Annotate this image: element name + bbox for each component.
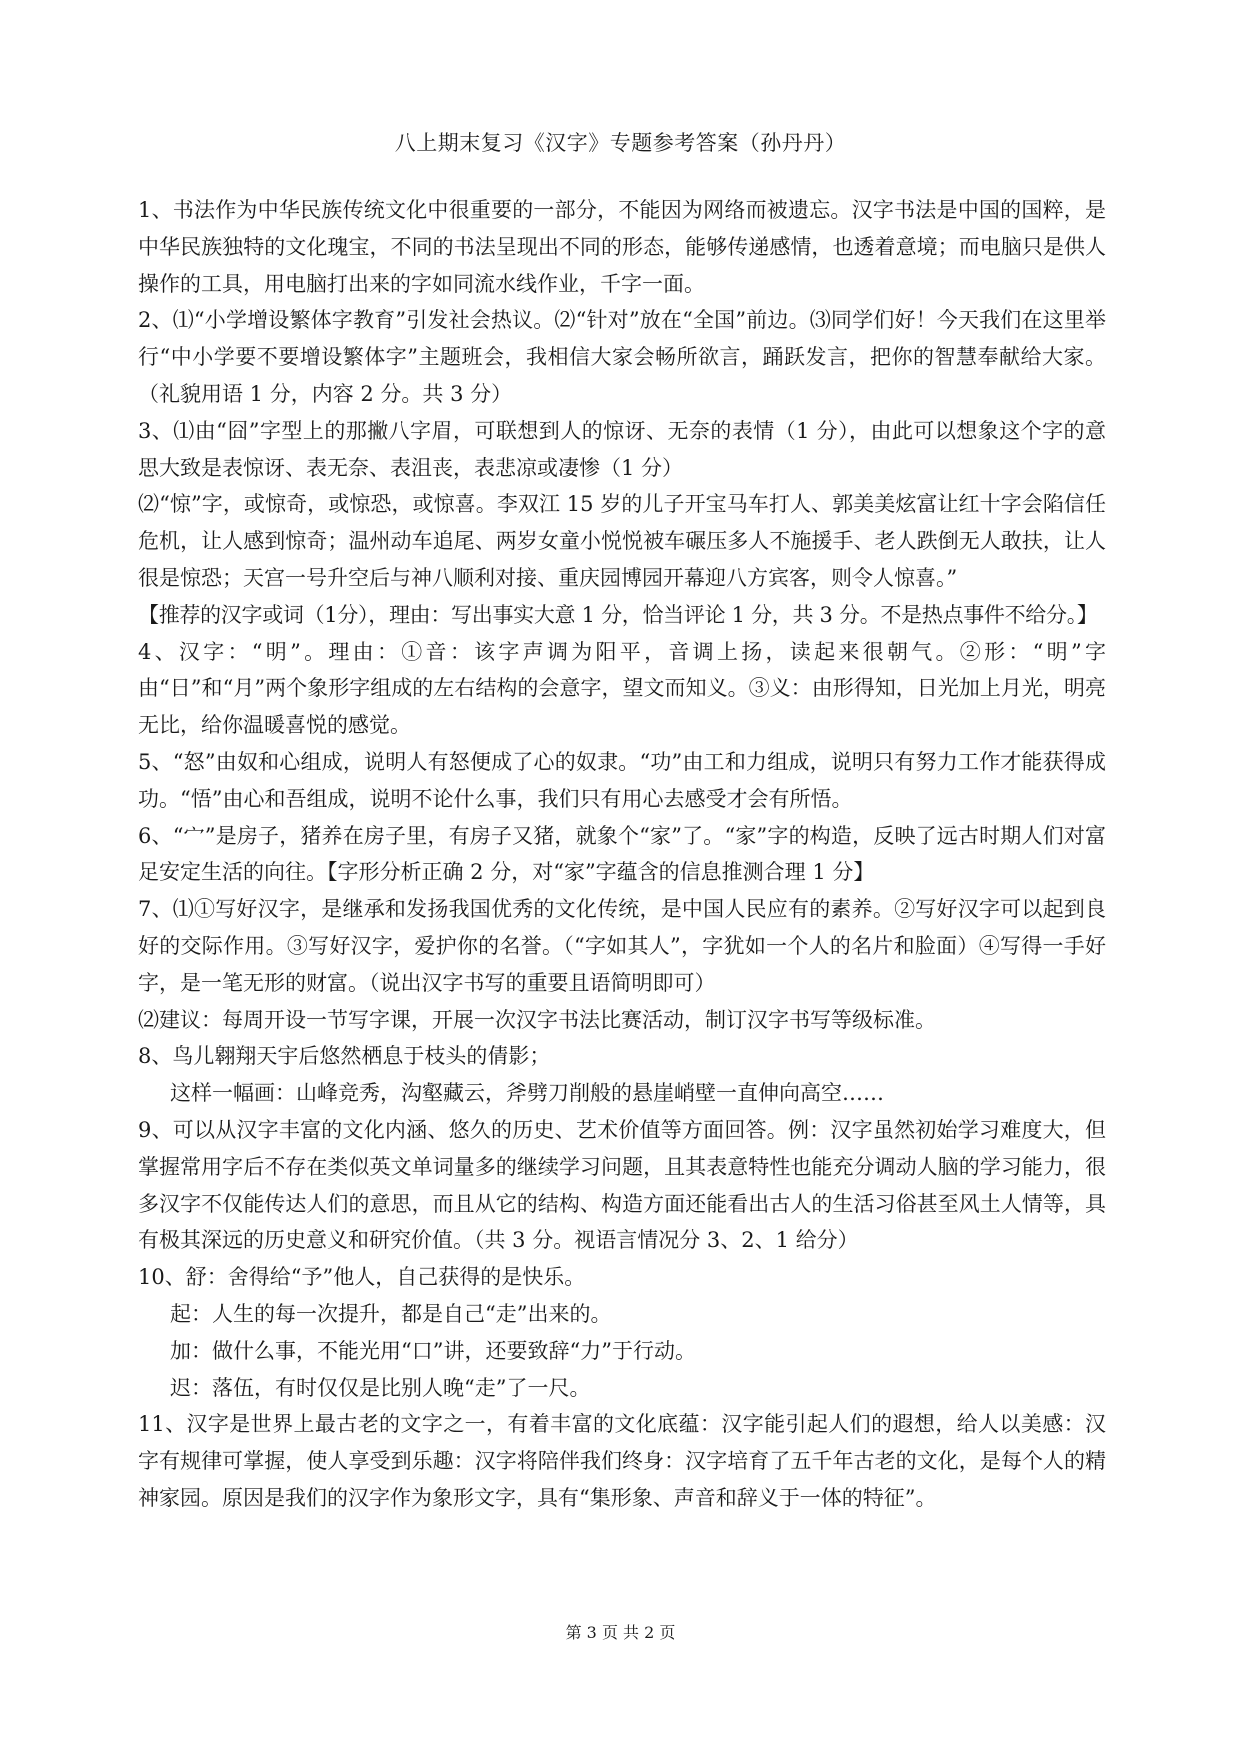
page-title: 八上期末复习《汉字》专题参考答案（孙丹丹） xyxy=(394,131,847,155)
answer-10-line-3: 加：做什么事，不能光用“口”讲，还要致辞“力”于行动。 xyxy=(170,1338,696,1363)
answer-1: 1、书法作为中华民族传统文化中很重要的一部分，不能因为网络而被遗忘。汉字书法是中国的国粹，是中华民族独特的文化瑰宝，不同的书法呈现出不同的形态，能够传递感情，也透着意境；而电脑只是供人操作的工具，用电脑打出来的字如同流水线作业，千字一面。 xyxy=(138,198,1106,296)
answer-7-part-2: ⑵建议：每周开设一节写字课，开展一次汉字书法比赛活动，制订汉字书写等级标准。 xyxy=(138,1007,936,1032)
answer-11: 11、汉字是世界上最古老的文字之一，有着丰富的文化底蕴：汉字能引起人们的遐想，给人以美感：汉字有规律可掌握，使人享受到乐趣：汉字将陪伴我们终身：汉字培育了五千年古老的文化，是每个人的精神家园。原因是我们的汉字作为象形文字，具有“集形象、声音和辞义于一体的特征”。 xyxy=(138,1412,1106,1510)
answer-8-line-1: 8、鸟儿翱翔天宇后悠然栖息于枝头的倩影； xyxy=(138,1044,551,1069)
answer-3-scoring-note: 【推荐的汉字或词（1分），理由：写出事实大意 1 分，恰当评论 1 分，共 3 分。不是热点事件不给分。】 xyxy=(138,602,1098,627)
page-footer: 第 3 页 共 2 页 xyxy=(565,1623,676,1642)
answer-body xyxy=(138,192,1106,1517)
answer-10-line-1: 10、舒：舍得给“予”他人，自己获得的是快乐。 xyxy=(138,1265,586,1290)
answer-7-part-1: 7、⑴①写好汉字，是继承和发扬我国优秀的文化传统，是中国人民应有的素养。②写好汉字可以起到良好的交际作用。③写好汉字，爱护你的名誉。（“字如其人”，字犹如一个人的名片和脸面）④写得一手好字，是一笔无形的财富。（说出汉字书写的重要且语简明即可） xyxy=(138,897,1106,995)
answer-10-line-4: 迟：落伍，有时仅仅是比别人晚“走”了一尺。 xyxy=(170,1375,591,1400)
answer-10-line-2: 起：人生的每一次提升，都是自己“走”出来的。 xyxy=(170,1301,612,1326)
answer-3-part-1: 3、⑴由“囧”字型上的那撇八字眉，可联想到人的惊讶、无奈的表情（1 分），由此可以想象这个字的意思大致是表惊讶、表无奈、表沮丧，表悲凉或凄惨（1 分） xyxy=(138,418,1106,480)
answer-9: 9、可以从汉字丰富的文化内涵、悠久的历史、艺术价值等方面回答。例：汉字虽然初始学习难度大，但掌握常用字后不存在类似英文单词量多的继续学习问题，且其表意特性也能充分调动人脑的学习能力，很多汉字不仅能传达人们的意思，而且从它的结构、构造方面还能看出古人的生活习俗甚至风土人情等，具有极其深远的历史意义和研究价值。（共 3 分。视语言情况分 3、2、1 给分） xyxy=(138,1117,1106,1253)
answer-4: 4、汉字：“明”。理由：①音：该字声调为阳平，音调上扬，读起来很朝气。②形：“明”字由“日”和“月”两个象形字组成的左右结构的会意字，望文而知义。③义：由形得知，日光加上月光，明亮无比，给你温暖喜悦的感觉。 xyxy=(138,639,1106,738)
answer-5: 5、“怒”由奴和心组成，说明人有怒便成了心的奴隶。“功”由工和力组成，说明只有努力工作才能获得成功。“悟”由心和吾组成，说明不论什么事，我们只有用心去感受才会有所悟。 xyxy=(138,749,1106,811)
answer-2: 2、⑴“小学增设繁体字教育”引发社会热议。⑵“针对”放在“全国”前边。⑶同学们好！今天我们在这里举行“中小学要不要增设繁体字”主题班会，我相信大家会畅所欲言，踊跃发言，把你的智慧奉献给大家。（礼貌用语 1 分，内容 2 分。共 3 分） xyxy=(138,308,1106,406)
answer-6: 6、“宀”是房子，猪养在房子里，有房子又猪，就象个“家”了。“家”字的构造，反映了远古时期人们对富足安定生活的向往。【字形分析正确 2 分，对“家”字蕴含的信息推测合理 1 分】 xyxy=(138,823,1106,885)
answer-8-line-2: 这样一幅画：山峰竞秀，沟壑藏云，斧劈刀削般的悬崖峭壁一直伸向高空…… xyxy=(170,1081,884,1106)
answer-3-part-2: ⑵“惊”字，或惊奇，或惊恐，或惊喜。李双江 15 岁的儿子开宝马车打人、郭美美炫富让红十字会陷信任危机，让人感到惊奇；温州动车追尾、两岁女童小悦悦被车碾压多人不施援手、老人跌倒无人敢扶，让人很是惊恐；天宫一号升空后与神八顺利对接、重庆园博园开幕迎八方宾客，则令人惊喜。” xyxy=(138,492,1106,590)
